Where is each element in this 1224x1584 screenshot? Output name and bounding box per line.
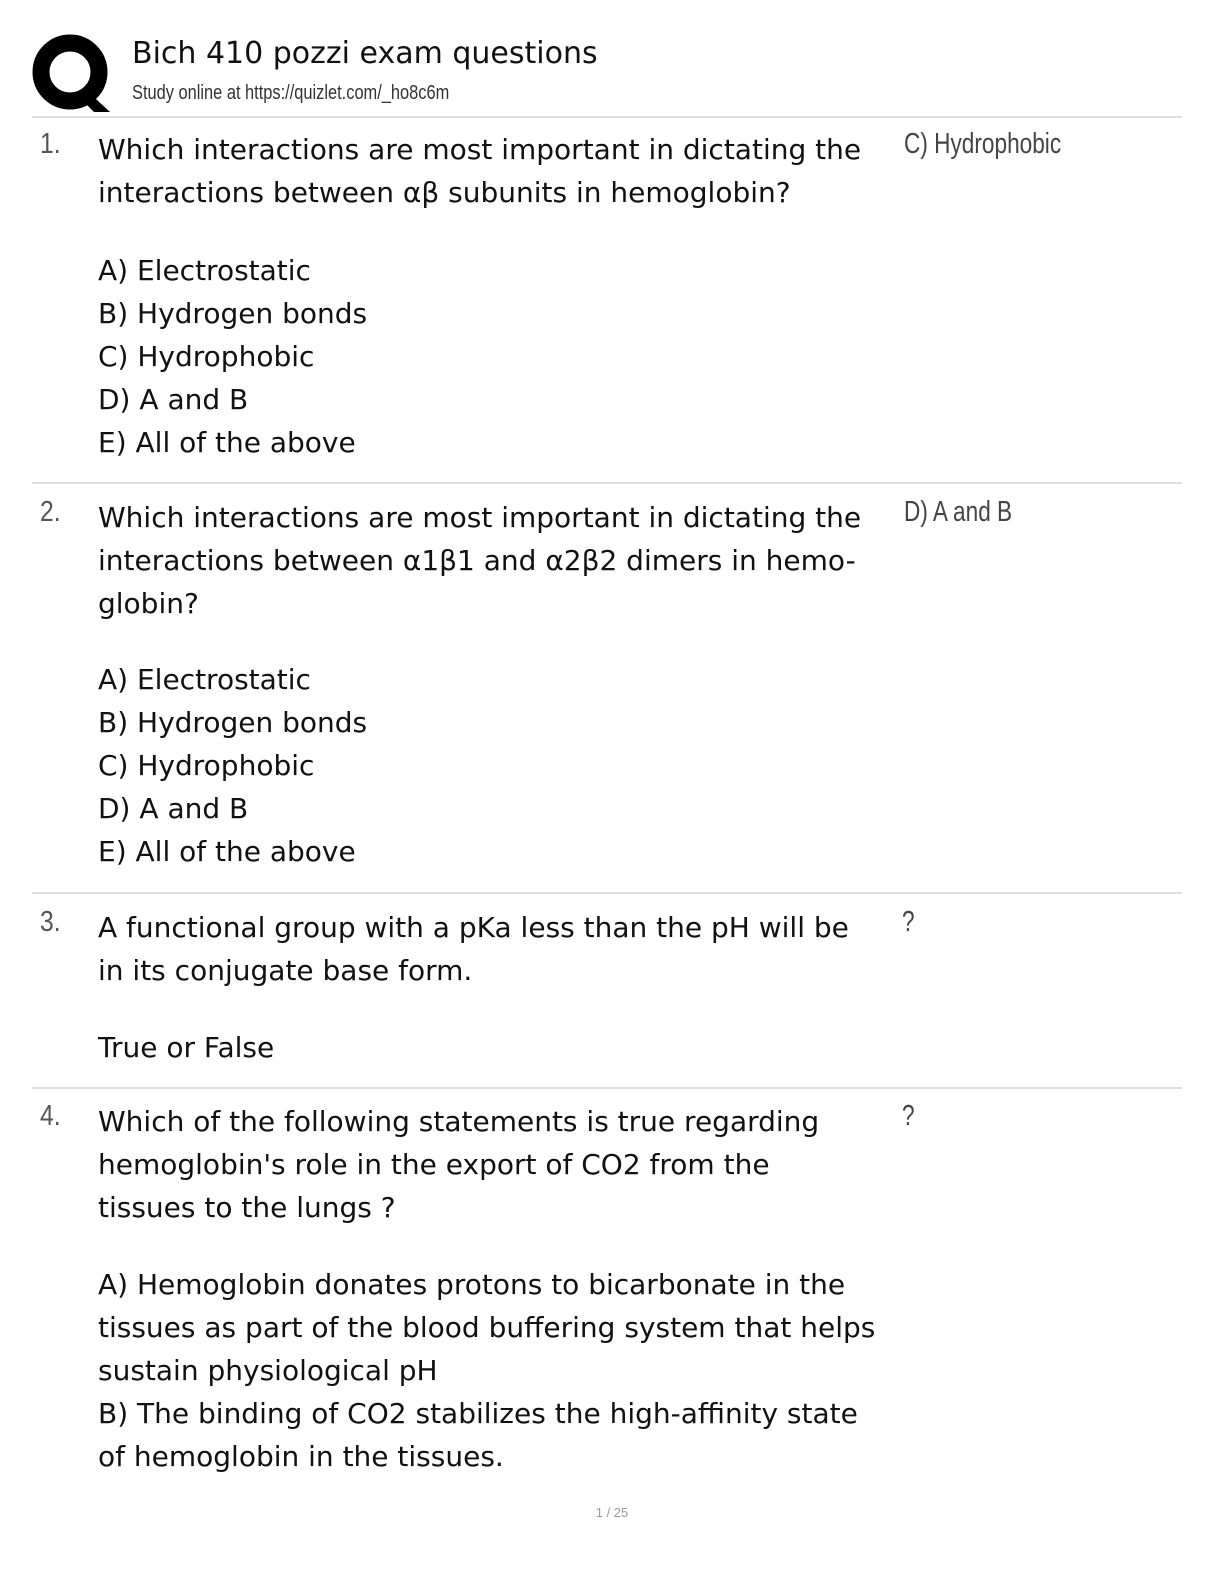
- question-text-line: interactions between α1β1 and α2β2 dimers in hemo-: [98, 544, 856, 577]
- question-divider: [32, 482, 1182, 484]
- option-item: B) Hydrogen bonds: [98, 297, 368, 330]
- answer-options: [98, 1026, 918, 1069]
- option-item: True or False: [98, 1031, 275, 1064]
- option-item: tissues as part of the blood buffering system that helps: [98, 1311, 876, 1344]
- header-divider: [32, 116, 1182, 118]
- document-title: Bich 410 pozzi exam questions: [132, 36, 598, 71]
- question-text-line: Which interactions are most important in dictating the: [98, 133, 862, 166]
- question-text: [98, 1100, 898, 1229]
- question-text: [98, 906, 898, 992]
- question-number: 2.: [40, 496, 61, 528]
- question-text-line: hemoglobin's role in the export of CO2 from the: [98, 1148, 770, 1181]
- answer-text: ?: [902, 1100, 915, 1132]
- option-item: C) Hydrophobic: [98, 340, 315, 373]
- question-divider: [32, 892, 1182, 894]
- option-item: of hemoglobin in the tissues.: [98, 1440, 504, 1473]
- answer-options: [98, 249, 918, 464]
- question-number: 3.: [40, 906, 61, 938]
- question-text: [98, 128, 898, 214]
- study-online-link[interactable]: Study online at https://quizlet.com/_ho8c6m: [132, 82, 450, 104]
- option-item: A) Electrostatic: [98, 254, 311, 287]
- option-item: A) Hemoglobin donates protons to bicarbonate in the: [98, 1268, 846, 1301]
- question-text-line: tissues to the lungs ?: [98, 1191, 396, 1224]
- option-item: A) Electrostatic: [98, 663, 311, 696]
- question-number: 1.: [40, 128, 61, 160]
- question-number: 4.: [40, 1100, 61, 1132]
- answer-text: C) Hydrophobic: [904, 128, 1062, 160]
- answer-text: ?: [902, 906, 915, 938]
- option-item: C) Hydrophobic: [98, 749, 315, 782]
- answer-options: [98, 1263, 918, 1478]
- question-text-line: interactions between αβ subunits in hemoglobin?: [98, 176, 791, 209]
- question-divider: [32, 1087, 1182, 1089]
- option-item: B) The binding of CO2 stabilizes the high-affinity state: [98, 1397, 858, 1430]
- page-number: 1 / 25: [595, 1505, 629, 1520]
- option-item: E) All of the above: [98, 426, 356, 459]
- option-item: sustain physiological pH: [98, 1354, 438, 1387]
- question-text-line: A functional group with a pKa less than the pH will be: [98, 911, 849, 944]
- option-item: D) A and B: [98, 792, 249, 825]
- question-text-line: Which of the following statements is true regarding: [98, 1105, 820, 1138]
- option-item: E) All of the above: [98, 835, 356, 868]
- question-text-line: in its conjugate base form.: [98, 954, 473, 987]
- question-text-line: Which interactions are most important in dictating the: [98, 501, 862, 534]
- answer-options: [98, 658, 918, 873]
- answer-text: D) A and B: [904, 496, 1013, 528]
- option-item: B) Hydrogen bonds: [98, 706, 368, 739]
- quizlet-logo-icon: [32, 34, 112, 114]
- document-header: [32, 28, 1192, 116]
- option-item: D) A and B: [98, 383, 249, 416]
- question-text-line: globin?: [98, 587, 199, 620]
- question-text: [98, 496, 898, 625]
